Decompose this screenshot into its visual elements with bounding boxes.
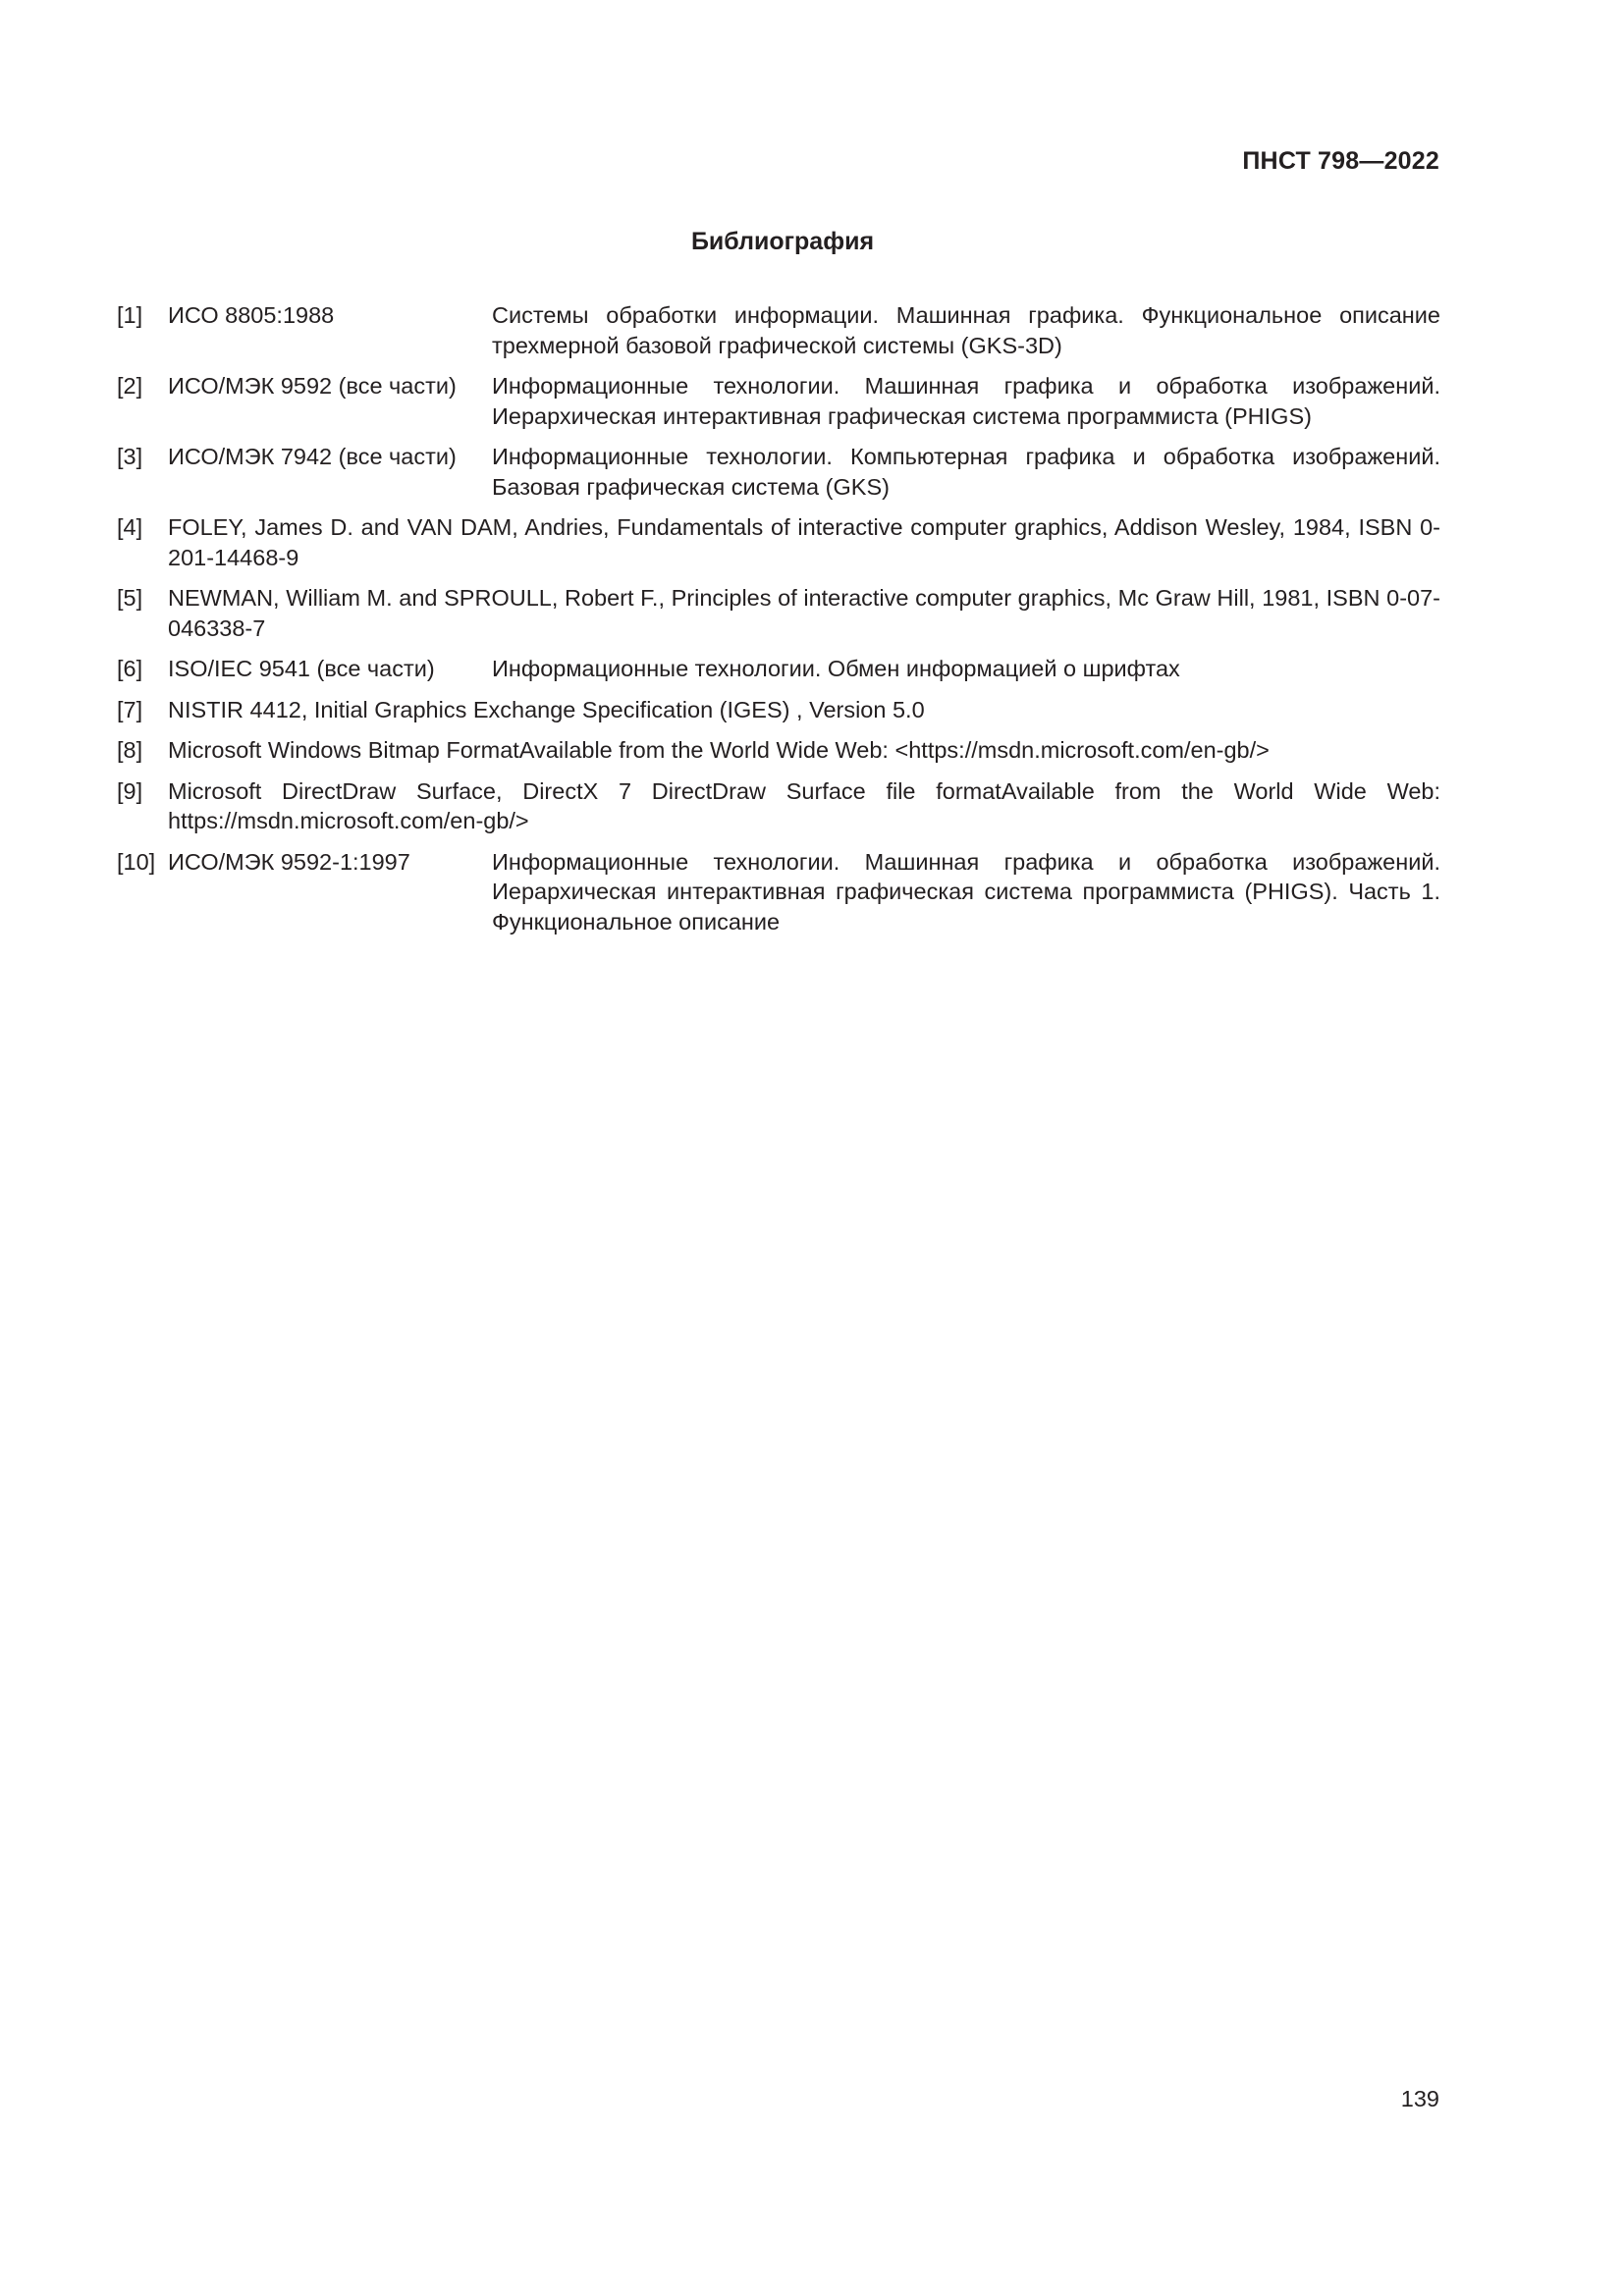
bibliography-entry bbox=[117, 371, 1440, 431]
entry-number: [3] bbox=[117, 444, 143, 469]
bibliography-entry bbox=[117, 300, 1440, 360]
section-title: Библиография bbox=[690, 228, 875, 255]
entry-number: [9] bbox=[117, 777, 143, 804]
entry-reference: ИСО/МЭК 7942 (все части) bbox=[168, 444, 457, 469]
bibliography-entry bbox=[117, 776, 1440, 836]
entry-number: [7] bbox=[117, 696, 143, 722]
bibliography-entry bbox=[117, 735, 1440, 766]
entry-description: Информационные технологии. Машинная графика и обработка изображений. Иерархическая интерактивная графическая система программиста (PHIGS). Часть 1. Функциональное описание bbox=[492, 848, 1440, 934]
entry-reference: ISO/IEC 9541 (все части) bbox=[168, 656, 435, 681]
bibliography-entry bbox=[117, 695, 1440, 725]
entry-description: Информационные технологии. Обмен информацией о шрифтах bbox=[492, 656, 1180, 681]
entry-number: [1] bbox=[117, 302, 143, 328]
entry-number: [6] bbox=[117, 656, 143, 681]
bibliography-entry bbox=[117, 847, 1440, 937]
entry-number: [2] bbox=[117, 373, 143, 399]
bibliography-entry bbox=[117, 583, 1440, 643]
entry-description: Системы обработки информации. Машинная графика. Функциональное описание трехмерной базовой графической системы (GKS-3D) bbox=[492, 302, 1440, 358]
entry-number: [5] bbox=[117, 585, 143, 611]
entry-number: [8] bbox=[117, 737, 143, 763]
entry-text: NISTIR 4412, Initial Graphics Exchange Specification (IGES) , Version 5.0 bbox=[168, 696, 925, 722]
document-code: ПНСТ 798—2022 bbox=[1242, 147, 1439, 175]
entry-description: Информационные технологии. Машинная графика и обработка изображений. Иерархическая интерактивная графическая система программиста (PHIGS) bbox=[492, 373, 1440, 429]
entry-reference: ИСО 8805:1988 bbox=[168, 302, 335, 328]
entry-reference: ИСО/МЭК 9592-1:1997 bbox=[168, 848, 410, 875]
entry-reference: ИСО/МЭК 9592 (все части) bbox=[168, 373, 457, 399]
entry-text: FOLEY, James D. and VAN DAM, Andries, Fundamentals of interactive computer graphics, Addison Wesley, 1984, ISBN 0-201-14468-9 bbox=[168, 514, 1440, 570]
entry-text: Microsoft DirectDraw Surface, DirectX 7 DirectDraw Surface file formatAvailable from the World Wide Web: https://msdn.microsoft.com/en-gb/> bbox=[168, 777, 1440, 833]
entry-number: [10] bbox=[117, 848, 156, 875]
bibliography-list bbox=[117, 300, 1440, 947]
page-number: 139 bbox=[1400, 2086, 1439, 2111]
bibliography-entry bbox=[117, 442, 1440, 502]
entry-number: [4] bbox=[117, 514, 143, 540]
entry-text: Microsoft Windows Bitmap FormatAvailable from the World Wide Web: <https://msdn.microsoft.com/en-gb/> bbox=[168, 737, 1270, 763]
entry-text: NEWMAN, William M. and SPROULL, Robert F., Principles of interactive computer graphics, Mc Graw Hill, 1981, ISBN 0-07-046338-7 bbox=[168, 585, 1440, 641]
entry-description: Информационные технологии. Компьютерная графика и обработка изображений. Базовая графическая система (GKS) bbox=[492, 444, 1440, 500]
bibliography-entry bbox=[117, 512, 1440, 572]
bibliography-entry bbox=[117, 654, 1440, 684]
